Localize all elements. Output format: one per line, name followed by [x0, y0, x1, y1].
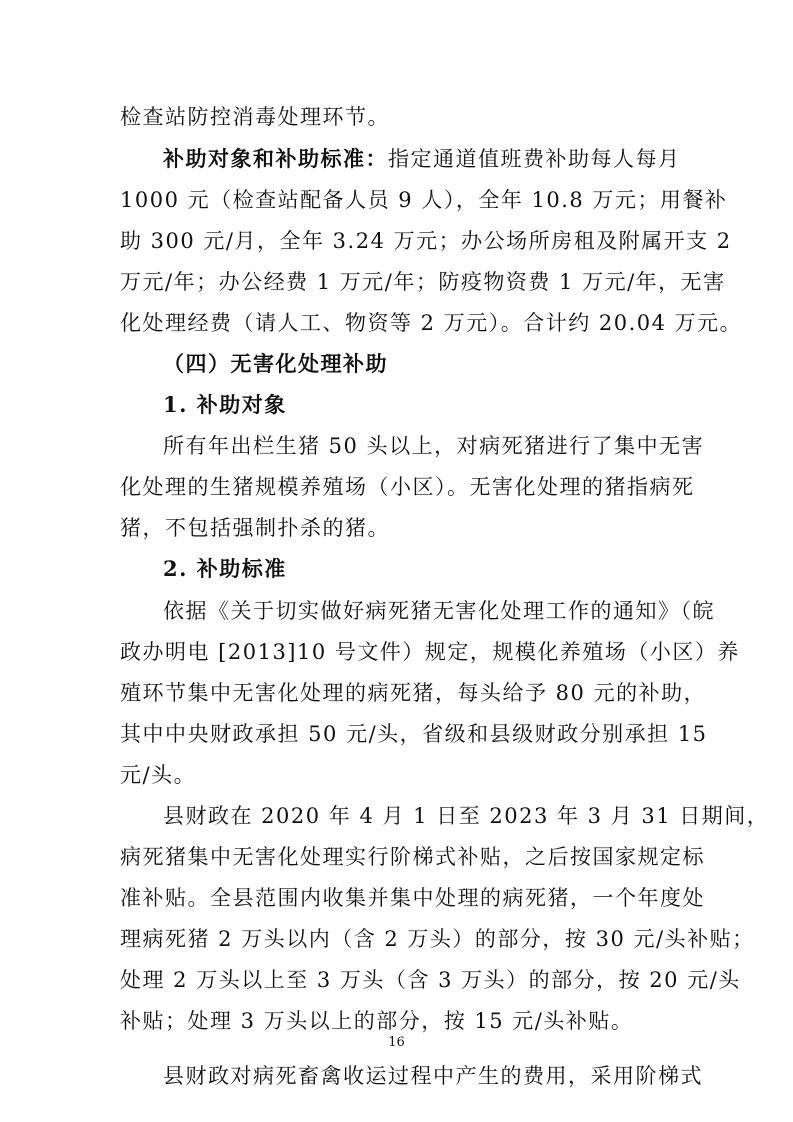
- paragraph-line: 殖环节集中无害化处理的病死猪，每头给予 80 元的补助，: [120, 681, 707, 705]
- paragraph-line: 元/头。: [120, 763, 197, 787]
- paragraph-line: 准补贴。全县范围内收集并集中处理的病死猪，一个年度处: [120, 886, 705, 910]
- paragraph-line: 县财政在 2020 年 4 月 1 日至 2023 年 3 月 31 日期间，: [163, 804, 770, 828]
- subsection-heading: 1. 补助对象: [163, 392, 287, 417]
- paragraph-line: 依据《关于切实做好病死猪无害化处理工作的通知》（皖: [163, 599, 715, 623]
- page-number: 16: [388, 1035, 405, 1050]
- paragraph-line: 所有年出栏生猪 50 头以上，对病死猪进行了集中无害: [163, 434, 705, 458]
- paragraph-line: 补贴；处理 3 万头以上的部分，按 15 元/头补贴。: [120, 1009, 634, 1033]
- subsidy-label: 补助对象和补助标准：: [163, 146, 388, 171]
- section-heading: （四）无害化处理补助: [163, 351, 388, 376]
- paragraph-line: 猪，不包括强制扑杀的猪。: [120, 516, 390, 540]
- paragraph-line: 理病死猪 2 万头以内（含 2 万头）的部分，按 30 元/头补贴；: [120, 927, 755, 951]
- subsidy-text: 指定通道值班费补助每人每月: [388, 147, 681, 171]
- paragraph-line: 化处理经费（请人工、物资等 2 万元）。合计约 20.04 万元。: [120, 311, 743, 335]
- paragraph-line: 其中中央财政承担 50 元/头，省级和县级财政分别承担 15: [120, 722, 708, 746]
- paragraph-line: 处理 2 万头以上至 3 万头（含 3 万头）的部分，按 20 元/头: [120, 968, 741, 992]
- paragraph-line: 病死猪集中无害化处理实行阶梯式补贴，之后按国家规定标: [120, 845, 705, 869]
- paragraph-line: 政办明电 [2013]10 号文件）规定，规模化养殖场（小区）养: [120, 640, 740, 664]
- subsidy-paragraph-first-line: [163, 145, 680, 173]
- paragraph-line: 县财政对病死畜禽收运过程中产生的费用，采用阶梯式: [163, 1064, 703, 1088]
- paragraph-line: 化处理的生猪规模养殖场（小区）。无害化处理的猪指病死: [120, 475, 695, 499]
- paragraph-line: 万元/年；办公经费 1 万元/年；防疫物资费 1 万元/年，无害: [120, 270, 726, 294]
- paragraph-line: 助 300 元/月，全年 3.24 万元；办公场所房租及附属开支 2: [120, 229, 732, 253]
- subsection-heading: 2. 补助标准: [163, 556, 287, 581]
- paragraph-line: 1000 元（检查站配备人员 9 人），全年 10.8 万元；用餐补: [120, 188, 728, 212]
- paragraph-line: 检查站防控消毒处理环节。: [120, 105, 390, 129]
